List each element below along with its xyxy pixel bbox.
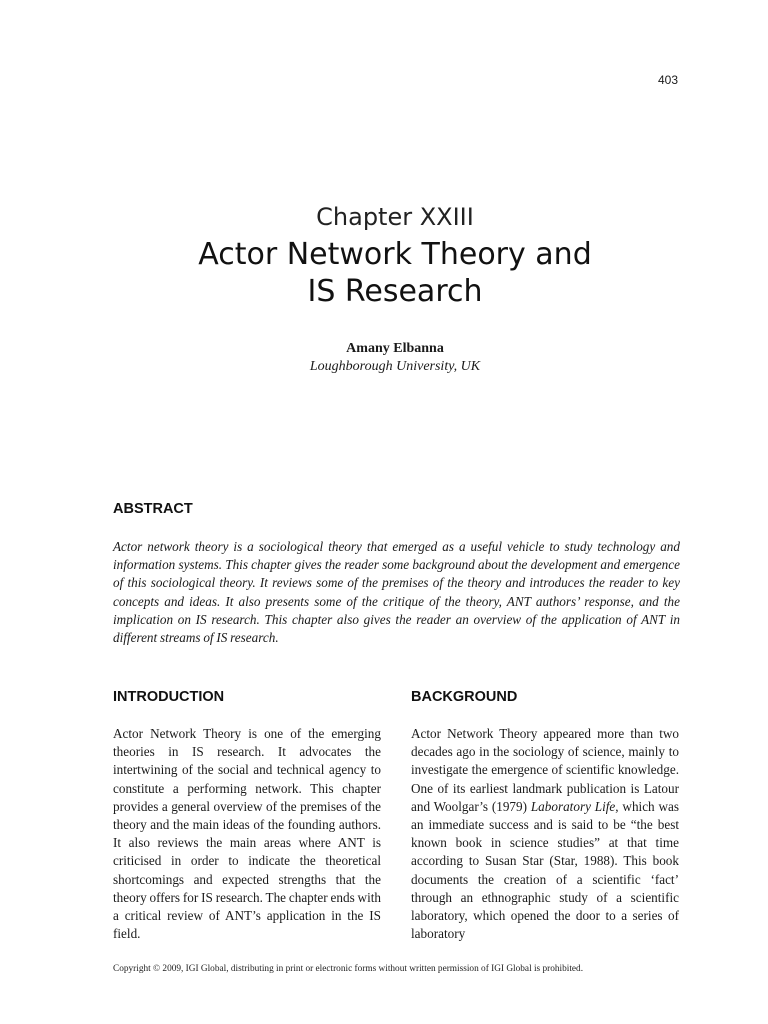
introduction-heading: INTRODUCTION	[113, 689, 225, 705]
background-heading: BACKGROUND	[411, 689, 518, 705]
background-text	[411, 725, 679, 943]
abstract-heading: ABSTRACT	[113, 501, 193, 517]
author-name: Amany Elbanna	[346, 341, 444, 356]
chapter-label: Chapter XXIII	[316, 203, 474, 231]
background-text-part-1: Actor Network Theory appeared more than two decades ago in the sociology of science, mainly to investigate the emergence of scientific knowledge. One of its earliest landmark publication is Latour and Woolgar’s (1979)	[411, 726, 679, 814]
abstract-text: Actor network theory is a sociological theory that emerged as a useful vehicle to study technology and information systems. This chapter gives the reader some background about the development and emergence of this sociological theory. It reviews some of the premises of the theory and introduces the reader to key concepts and ideas. It also presents some of the critique of the theory, ANT authors’ response, and the implication on IS research. This chapter also gives the reader an overview of the application of ANT in different streams of IS research.	[113, 539, 680, 646]
introduction-text: Actor Network Theory is one of the emerging theories in IS research. It advocates the intertwining of the social and technical agency to constitute a performing network. This chapter provides a general overview of the premises of the theory and the main ideas of the founding authors. It also reviews the main areas where ANT is criticised in order to indicate the theoretical shortcomings and expected strengths that the theory offers for IS research. The chapter ends with a critical review of ANT’s application in the IS field.	[113, 726, 381, 942]
background-text-part-2: , which was an immediate success and is said to be “the best known book in science studies” at that time according to Susan Star (Star, 1988). This book documents the creation of a scientific ‘fact’ through an ethnographic study of a scientific laboratory, which opened the door to a series of laboratory	[411, 798, 679, 942]
chapter-title-line-2: IS Research	[307, 274, 483, 309]
chapter-title	[0, 236, 768, 310]
copyright-notice: Copyright © 2009, IGI Global, distributing in print or electronic forms without written permission of IGI Global is prohibited.	[113, 964, 584, 974]
page-number: 403	[657, 73, 678, 87]
background-book-title: Laboratory Life	[530, 798, 616, 814]
chapter-title-line-1: Actor Network Theory and	[198, 237, 592, 272]
author-affiliation: Loughborough University, UK	[309, 359, 481, 374]
